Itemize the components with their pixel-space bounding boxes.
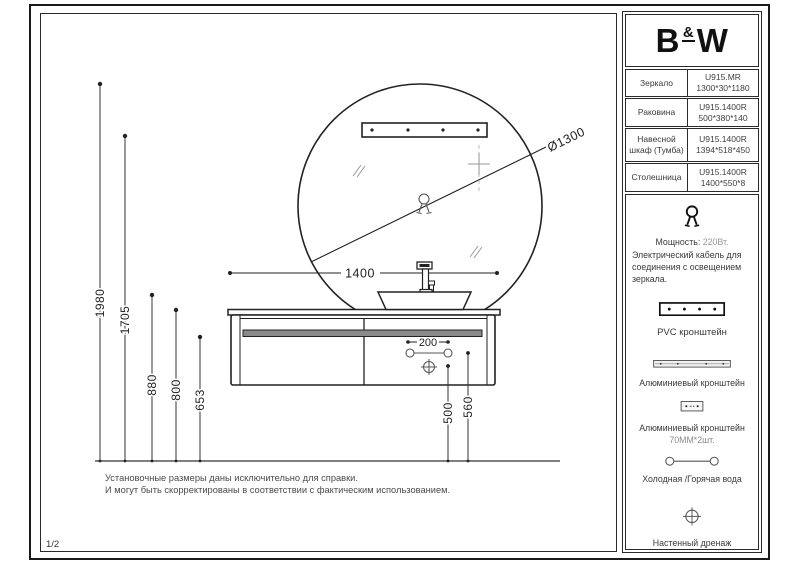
spec-row-cabinet: [625, 128, 759, 162]
sink-basin: [378, 292, 471, 310]
water-spacing-label: 200: [418, 336, 438, 349]
mirror-bracket-bar: [362, 123, 487, 137]
power-cable-icon: [681, 204, 703, 229]
spec-label: Раковина: [626, 99, 688, 126]
dim-1705: 1705: [118, 305, 132, 335]
dim-800: 800: [169, 379, 183, 401]
logo-letter-b: B: [655, 22, 680, 59]
spec-value: [688, 129, 758, 161]
aluminum-bracket-long-icon: [651, 360, 733, 368]
power-note-title: [656, 237, 729, 247]
dim-880: 880: [145, 374, 159, 396]
spec-value: [688, 70, 758, 96]
pvc-bracket-icon: [657, 302, 727, 316]
hot-cold-water-icon: [663, 456, 721, 466]
handle-groove: [243, 330, 482, 337]
dim-653: 653: [193, 389, 207, 411]
spec-value: [688, 99, 758, 126]
spec-model: U915.1400R: [699, 166, 747, 177]
spec-label: Навесной шкаф (Тумба): [626, 129, 688, 161]
hot-cold-water-label: Холодная /Горячая вода: [642, 474, 742, 485]
aluminum-bracket-qty: 70ММ*2шт.: [669, 435, 715, 446]
logo-ampersand: &: [682, 23, 694, 41]
countertop: [228, 310, 500, 316]
width-dimension-label: 1400: [345, 266, 375, 281]
spec-row-mirror: [625, 69, 759, 97]
wall-drain-label: Настенный дренаж: [652, 537, 732, 548]
spec-label: Столешница: [626, 164, 688, 191]
aluminum-bracket-long-label: Алюминиевый кронштейн: [639, 377, 745, 388]
spec-value: [688, 164, 758, 191]
aluminum-bracket-small-icon: [680, 401, 704, 411]
spec-model: U915.MR: [705, 72, 741, 82]
wall-cabinet: [231, 315, 495, 385]
brand-logo: [625, 14, 759, 67]
spec-model: U915.1400R: [699, 134, 747, 145]
aluminum-bracket-small-label: Алюминиевый кронштейн: [639, 422, 745, 433]
footnote: [105, 473, 450, 495]
spec-row-countertop: [625, 163, 759, 192]
dim-560: 560: [461, 396, 475, 418]
footnote-line2: И могут быть скорректированы в соответствии с фактическим использованием.: [105, 485, 451, 495]
footnote-line1: Установочные размеры даны исключительно для справки.: [105, 473, 358, 483]
spec-size: 1394*518*450: [696, 145, 750, 156]
spec-size: 500*380*140: [698, 112, 748, 123]
spec-size: 1300*30*1180: [696, 83, 750, 94]
pvc-bracket-label: PVC кронштейн: [657, 326, 727, 338]
power-note-text: Электрический кабель для соединения с освещением зеркала.: [632, 249, 742, 285]
mirror-diameter-label: Ø1300: [545, 124, 588, 155]
spec-row-sink: [625, 98, 759, 127]
spec-panel: [622, 11, 762, 553]
power-label: Мощность:: [655, 236, 701, 247]
legend-box: [625, 194, 759, 550]
power-value: 220Вт.: [702, 236, 729, 247]
spec-model: U915.1400R: [699, 101, 747, 112]
spec-label: Зеркало: [626, 70, 688, 96]
spec-size: 1400*550*8: [700, 177, 746, 188]
dim-500: 500: [441, 402, 455, 424]
vanity-technical-drawing: [39, 13, 617, 553]
logo-letter-w: W: [696, 22, 729, 59]
sheet-number: 1/2: [46, 539, 60, 550]
dim-1980: 1980: [93, 288, 107, 318]
wall-drain-legend-icon: [680, 505, 704, 528]
